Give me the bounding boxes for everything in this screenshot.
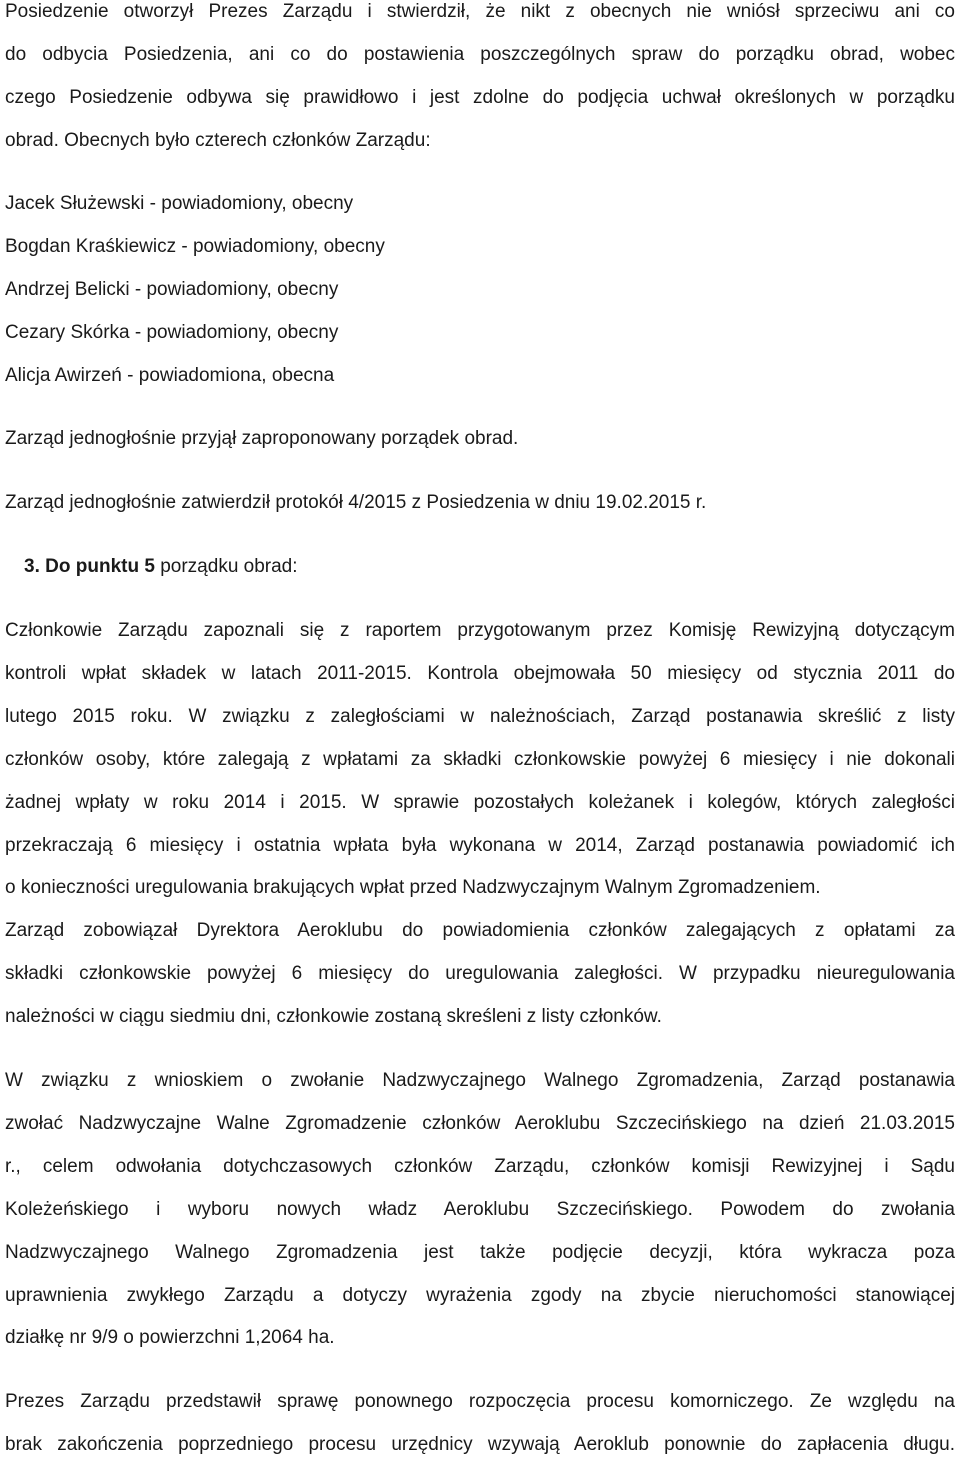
paragraph-line: W związku z wnioskiem o zwołanie Nadzwyczajnego Walnego Zgromadzenia, Zarząd postanawia bbox=[5, 1070, 955, 1091]
paragraph-line: żadnej wpłaty w roku 2014 i 2015. W sprawie pozostałych koleżanek i kolegów, których zaległości bbox=[5, 792, 955, 813]
section-rest: porządku obrad: bbox=[160, 556, 298, 577]
paragraph-line: do odbycia Posiedzenia, ani co do postawienia poszczególnych spraw do porządku obrad, wobec bbox=[5, 44, 955, 65]
paragraph-line: obrad. Obecnych było czterech członków Zarządu: bbox=[5, 130, 431, 151]
member-item: Bogdan Kraśkiewicz - powiadomiony, obecny bbox=[5, 236, 385, 257]
member-item: Alicja Awirzeń - powiadomiona, obecna bbox=[5, 365, 335, 386]
paragraph-line: Nadzwyczajnego Walnego Zgromadzenia jest także podjęcie decyzji, która wykracza poza bbox=[5, 1242, 955, 1263]
paragraph-line: Prezes Zarządu przedstawił sprawę ponownego rozpoczęcia procesu komorniczego. Ze względu na bbox=[5, 1391, 955, 1412]
section-heading bbox=[24, 555, 298, 579]
member-item: Andrzej Belicki - powiadomiony, obecny bbox=[5, 279, 339, 300]
paragraph-line: Członkowie Zarządu zapoznali się z raportem przygotowanym przez Komisję Rewizyjną dotyczącym bbox=[5, 620, 955, 641]
paragraph-line: uprawnienia zwykłego Zarządu a dotyczy wyrażenia zgody na zbycie nieruchomości stanowiącej bbox=[5, 1285, 955, 1306]
resolution-line: Zarząd jednogłośnie przyjął zaproponowany porządek obrad. bbox=[5, 428, 519, 449]
paragraph-line: działkę nr 9/9 o powierzchni 1,2064 ha. bbox=[5, 1327, 335, 1348]
paragraph-line: Koleżeńskiego i wyboru nowych władz Aeroklubu Szczecińskiego. Powodem do zwołania bbox=[5, 1199, 955, 1220]
paragraph-line: o konieczności uregulowania brakujących wpłat przed Nadzwyczajnym Walnym Zgromadzeniem. bbox=[5, 877, 821, 898]
paragraph-line: należności w ciągu siedmiu dni, członkowie zostaną skreśleni z listy członków. bbox=[5, 1006, 662, 1027]
paragraph-line: Zarząd zobowiązał Dyrektora Aeroklubu do powiadomienia członków zalegających z opłatami za bbox=[5, 920, 955, 941]
member-item: Jacek Służewski - powiadomiony, obecny bbox=[5, 193, 354, 214]
paragraph-line: czego Posiedzenie odbywa się prawidłowo i jest zdolne do podjęcia uchwał określonych w porządku bbox=[5, 87, 955, 108]
paragraph-line: przekraczają 6 miesięcy i ostatnia wpłata była wykonana w 2014, Zarząd postanawia powiadomić ich bbox=[5, 835, 955, 856]
paragraph-line: Posiedzenie otworzył Prezes Zarządu i stwierdził, że nikt z obecnych nie wniósł sprzeciwu ani co bbox=[5, 1, 955, 22]
section-lead: Do punktu bbox=[45, 556, 140, 577]
member-item: Cezary Skórka - powiadomiony, obecny bbox=[5, 322, 339, 343]
paragraph-line: r., celem odwołania dotychczasowych członków Zarządu, członków komisji Rewizyjnej i Sądu bbox=[5, 1156, 955, 1177]
paragraph-line: zwołać Nadzwyczajne Walne Zgromadzenie członków Aeroklubu Szczecińskiego na dzień 21.03.2015 bbox=[5, 1113, 955, 1134]
paragraph-line: członków osoby, które zalegają z wpłatami za składki członkowskie powyżej 6 miesięcy i nie dokonali bbox=[5, 749, 955, 770]
paragraph-line: lutego 2015 roku. W związku z zaległościami w należnościach, Zarząd postanawia skreślić z listy bbox=[5, 706, 955, 727]
resolution-line: Zarząd jednogłośnie zatwierdził protokół 4/2015 z Posiedzenia w dniu 19.02.2015 r. bbox=[5, 492, 707, 513]
paragraph-line: brak zakończenia poprzedniego procesu urzędnicy wzywają Aeroklub ponownie do zapłacenia długu. bbox=[5, 1434, 955, 1455]
section-number: 3. bbox=[24, 556, 40, 577]
paragraph-line: kontroli wpłat składek w latach 2011-2015. Kontrola obejmowała 50 miesięcy od stycznia 2011 do bbox=[5, 663, 955, 684]
section-point: 5 bbox=[144, 556, 155, 577]
paragraph-line: składki członkowskie powyżej 6 miesięcy do uregulowania zaległości. W przypadku nieuregulowania bbox=[5, 963, 955, 984]
